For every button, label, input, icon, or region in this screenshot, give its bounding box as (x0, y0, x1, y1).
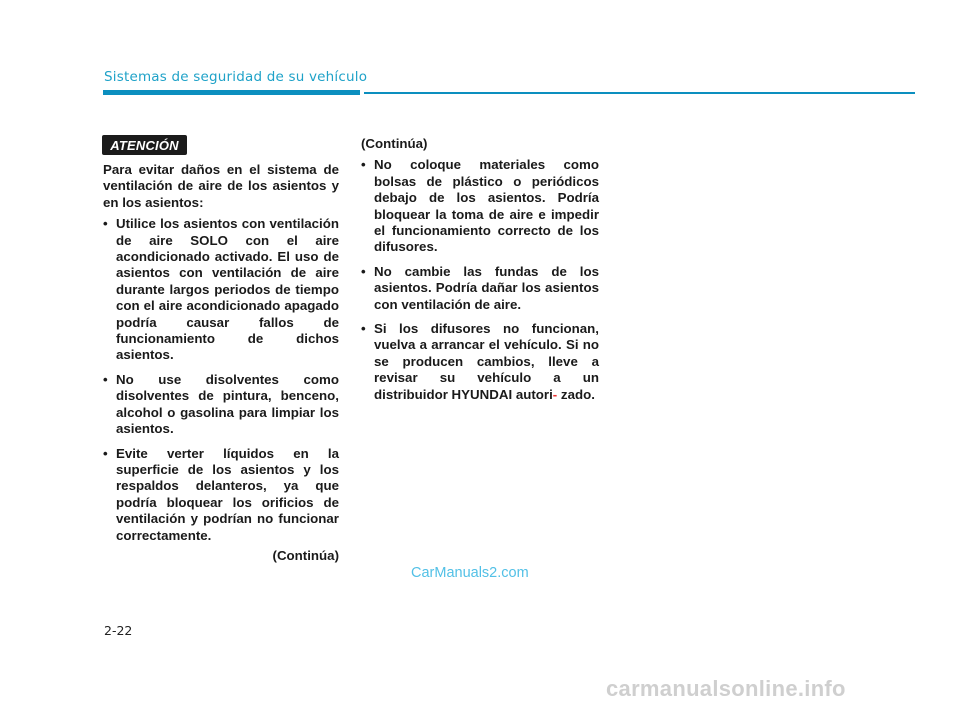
section-title: Sistemas de seguridad de su vehículo (104, 69, 368, 85)
list-item: • No cambie las fundas de los asientos. Podría dañar los asientos con ventilación de aire. (361, 264, 599, 313)
list-item: • No use disolventes como disolventes de pintura, benceno, alcohol o gasolina para limpiar los asientos. (103, 372, 339, 438)
continued-label-top: (Continúa) (361, 136, 428, 151)
list-item (361, 321, 599, 403)
hyphen-mark: - (552, 386, 558, 402)
list-item: • Evite verter líquidos en la superficie de los asientos y los respaldos delanteros, ya que podría bloquear los orificios de ventilación y podrían no funcionar correctamente. (103, 446, 339, 544)
footer-watermark: carmanualsonline.info (606, 676, 846, 701)
watermark-link[interactable]: CarManuals2.com (411, 565, 529, 581)
list-item-text: Si los difusores no funcionan, vuelva a arrancar el vehículo. Si no se producen cambios, lleve a revisar su vehículo a un distribuidor HYUNDAI autori (374, 321, 599, 402)
warning-badge: ATENCIÓN (102, 135, 187, 155)
warning-column-left (103, 162, 339, 564)
list-item: • No coloque materiales como bolsas de plástico o periódicos debajo de los asientos. Podría bloquear la toma de aire e impedir el funcionamiento correcto de los difusores. (361, 157, 599, 255)
warning-column-right (361, 136, 599, 411)
continued-label-bottom: (Continúa) (272, 547, 339, 563)
header-rule-thin (364, 92, 915, 94)
warning-list-left (103, 216, 339, 544)
warning-intro: Para evitar daños en el sistema de ventilación de aire de los asientos y en los asientos: (103, 162, 339, 210)
list-item: • Utilice los asientos con ventilación de aire SOLO con el aire acondicionado activado. El uso de asientos con ventilación de aire durante largos periodos de tiempo con el aire acondicionado apagado podría causar fallos de funcionamiento de dichos asientos. (103, 216, 339, 364)
page-number: 2-22 (104, 623, 133, 638)
list-item-text-tail: zado. (560, 386, 595, 402)
header-rule-thick (103, 90, 360, 95)
warning-list-right (361, 157, 599, 403)
